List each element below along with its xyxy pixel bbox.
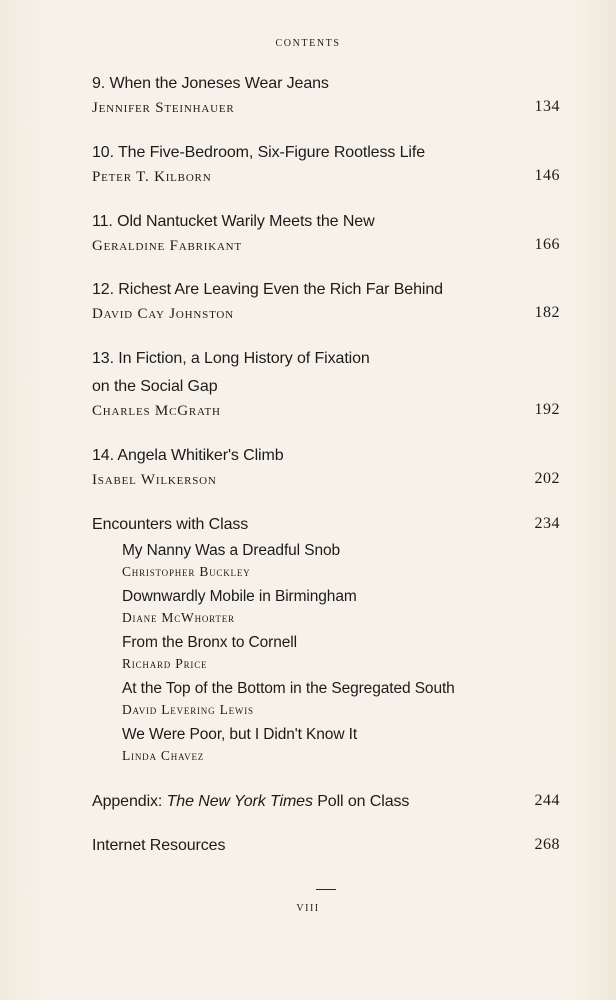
toc-entry [92, 444, 560, 490]
page-number: 268 [534, 836, 560, 853]
page-number: 146 [534, 167, 560, 184]
essay-author: Richard Price [122, 656, 208, 671]
essay-title: At the Top of the Bottom in the Segregated South [122, 680, 455, 697]
essay-author: Christopher Buckley [122, 564, 251, 579]
appendix-entry [92, 790, 560, 814]
toc-entry [92, 141, 560, 187]
footer-rule [316, 889, 336, 890]
essay-title: Downwardly Mobile in Birmingham [122, 588, 357, 605]
toc-entry [92, 210, 560, 256]
chapter-title-line-2: on the Social Gap [92, 378, 218, 395]
encounter-item [122, 540, 542, 581]
page-number: 166 [534, 236, 560, 253]
chapter-title: 14. Angela Whitiker's Climb [92, 447, 284, 464]
chapter-author: Geraldine Fabrikant [92, 238, 242, 254]
chapter-title: 12. Richest Are Leaving Even the Rich Far Behind [92, 281, 443, 298]
encounter-item [122, 678, 542, 719]
encounter-item [122, 724, 542, 765]
toc-entry [92, 72, 560, 118]
chapter-title: 9. When the Joneses Wear Jeans [92, 75, 329, 92]
appendix-suffix: Poll on Class [312, 793, 410, 810]
essay-title: We Were Poor, but I Didn't Know It [122, 726, 358, 743]
internet-resources-title: Internet Resources [92, 837, 226, 854]
toc-entry [92, 347, 560, 421]
appendix-title [92, 790, 560, 814]
page-number: 202 [534, 470, 560, 487]
chapter-author: Isabel Wilkerson [92, 472, 217, 488]
encounter-item [122, 632, 542, 673]
section-title: Encounters with Class [92, 516, 249, 533]
page-number: 182 [534, 304, 560, 321]
essay-title: My Nanny Was a Dreadful Snob [122, 542, 341, 559]
appendix-prefix: Appendix: [92, 793, 167, 810]
chapter-author: Peter T. Kilborn [92, 169, 212, 185]
page-number: 244 [534, 792, 560, 809]
running-head: CONTENTS [275, 38, 341, 49]
chapter-author: David Cay Johnston [92, 306, 234, 322]
internet-resources-entry [92, 834, 560, 858]
chapter-title: 11. Old Nantucket Warily Meets the New [92, 213, 375, 230]
chapter-author: Charles McGrath [92, 403, 221, 419]
page-number: 134 [534, 98, 560, 115]
chapter-title-line-1: 13. In Fiction, a Long History of Fixation [92, 350, 370, 367]
chapter-author: Jennifer Steinhauer [92, 100, 235, 116]
page-number: 192 [534, 401, 560, 418]
appendix-italic: The New York Times [166, 793, 313, 810]
page-number: 234 [534, 515, 560, 532]
encounter-item [122, 586, 542, 627]
essay-author: Linda Chavez [122, 748, 205, 763]
essay-author: Diane McWhorter [122, 610, 235, 625]
folio-page-number: VIII [296, 903, 320, 914]
essay-title: From the Bronx to Cornell [122, 634, 297, 651]
toc-entry [92, 278, 560, 324]
essay-author: David Levering Lewis [122, 702, 254, 717]
chapter-title: 10. The Five-Bedroom, Six-Figure Rootless Life [92, 144, 426, 161]
encounters-section [92, 513, 560, 537]
